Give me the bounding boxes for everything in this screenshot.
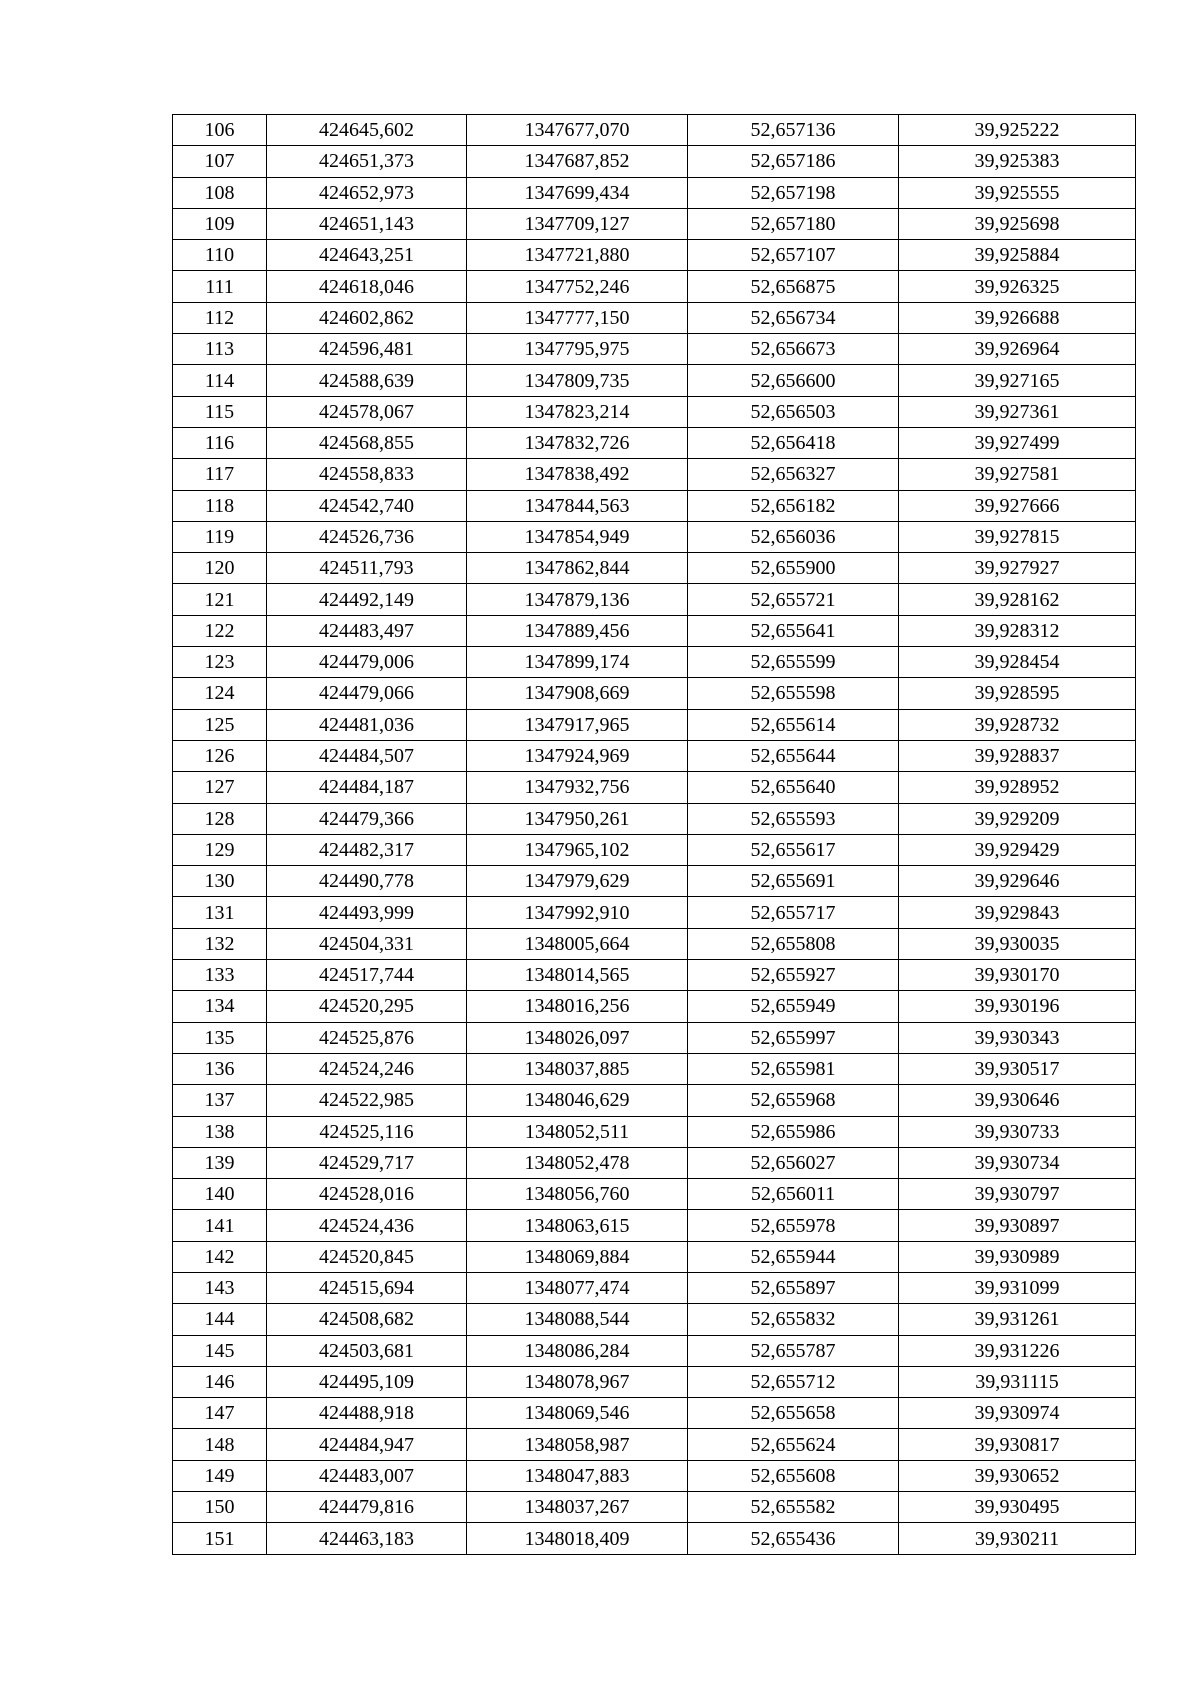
table-row — [173, 1116, 1136, 1147]
y-coordinate-cell: 1348052,511 — [467, 1116, 688, 1147]
table-row — [173, 177, 1136, 208]
x-coordinate-cell: 424484,507 — [267, 740, 467, 771]
latitude-cell: 52,656011 — [688, 1179, 899, 1210]
longitude-cell: 39,930646 — [899, 1085, 1136, 1116]
y-coordinate-cell: 1348077,474 — [467, 1272, 688, 1303]
point-number-cell: 134 — [173, 991, 267, 1022]
x-coordinate-cell: 424520,845 — [267, 1241, 467, 1272]
x-coordinate-cell: 424484,187 — [267, 772, 467, 803]
y-coordinate-cell: 1348046,629 — [467, 1085, 688, 1116]
y-coordinate-cell: 1348063,615 — [467, 1210, 688, 1241]
point-number-cell: 114 — [173, 365, 267, 396]
latitude-cell: 52,655949 — [688, 991, 899, 1022]
y-coordinate-cell: 1348018,409 — [467, 1523, 688, 1554]
longitude-cell: 39,930495 — [899, 1492, 1136, 1523]
point-number-cell: 123 — [173, 647, 267, 678]
latitude-cell: 52,655981 — [688, 1053, 899, 1084]
y-coordinate-cell: 1348078,967 — [467, 1366, 688, 1397]
latitude-cell: 52,656600 — [688, 365, 899, 396]
longitude-cell: 39,927499 — [899, 427, 1136, 458]
point-number-cell: 129 — [173, 834, 267, 865]
point-number-cell: 137 — [173, 1085, 267, 1116]
latitude-cell: 52,657198 — [688, 177, 899, 208]
y-coordinate-cell: 1348088,544 — [467, 1304, 688, 1335]
x-coordinate-cell: 424602,862 — [267, 302, 467, 333]
y-coordinate-cell: 1347908,669 — [467, 678, 688, 709]
table-row — [173, 1429, 1136, 1460]
y-coordinate-cell: 1348058,987 — [467, 1429, 688, 1460]
y-coordinate-cell: 1347950,261 — [467, 803, 688, 834]
point-number-cell: 148 — [173, 1429, 267, 1460]
longitude-cell: 39,930343 — [899, 1022, 1136, 1053]
y-coordinate-cell: 1347992,910 — [467, 897, 688, 928]
table-row — [173, 834, 1136, 865]
x-coordinate-cell: 424524,436 — [267, 1210, 467, 1241]
y-coordinate-cell: 1347823,214 — [467, 396, 688, 427]
latitude-cell: 52,655436 — [688, 1523, 899, 1554]
longitude-cell: 39,930196 — [899, 991, 1136, 1022]
longitude-cell: 39,931226 — [899, 1335, 1136, 1366]
longitude-cell: 39,928595 — [899, 678, 1136, 709]
x-coordinate-cell: 424618,046 — [267, 271, 467, 302]
coordinates-table — [172, 114, 1136, 1555]
latitude-cell: 52,655712 — [688, 1366, 899, 1397]
y-coordinate-cell: 1347677,070 — [467, 115, 688, 146]
longitude-cell: 39,928454 — [899, 647, 1136, 678]
x-coordinate-cell: 424515,694 — [267, 1272, 467, 1303]
y-coordinate-cell: 1347889,456 — [467, 615, 688, 646]
point-number-cell: 136 — [173, 1053, 267, 1084]
table-row — [173, 772, 1136, 803]
latitude-cell: 52,657136 — [688, 115, 899, 146]
longitude-cell: 39,927361 — [899, 396, 1136, 427]
y-coordinate-cell: 1347777,150 — [467, 302, 688, 333]
table-row — [173, 115, 1136, 146]
x-coordinate-cell: 424525,116 — [267, 1116, 467, 1147]
point-number-cell: 147 — [173, 1398, 267, 1429]
longitude-cell: 39,930170 — [899, 960, 1136, 991]
y-coordinate-cell: 1348014,565 — [467, 960, 688, 991]
point-number-cell: 117 — [173, 459, 267, 490]
point-number-cell: 121 — [173, 584, 267, 615]
longitude-cell: 39,927927 — [899, 553, 1136, 584]
table-row — [173, 427, 1136, 458]
latitude-cell: 52,655944 — [688, 1241, 899, 1272]
table-row — [173, 928, 1136, 959]
y-coordinate-cell: 1347979,629 — [467, 866, 688, 897]
y-coordinate-cell: 1348056,760 — [467, 1179, 688, 1210]
point-number-cell: 135 — [173, 1022, 267, 1053]
table-row — [173, 709, 1136, 740]
y-coordinate-cell: 1347709,127 — [467, 208, 688, 239]
table-row — [173, 1147, 1136, 1178]
y-coordinate-cell: 1348037,885 — [467, 1053, 688, 1084]
point-number-cell: 151 — [173, 1523, 267, 1554]
table-row — [173, 1022, 1136, 1053]
x-coordinate-cell: 424463,183 — [267, 1523, 467, 1554]
latitude-cell: 52,655608 — [688, 1460, 899, 1491]
longitude-cell: 39,927666 — [899, 490, 1136, 521]
y-coordinate-cell: 1348086,284 — [467, 1335, 688, 1366]
point-number-cell: 124 — [173, 678, 267, 709]
longitude-cell: 39,928732 — [899, 709, 1136, 740]
point-number-cell: 122 — [173, 615, 267, 646]
point-number-cell: 144 — [173, 1304, 267, 1335]
x-coordinate-cell: 424517,744 — [267, 960, 467, 991]
y-coordinate-cell: 1348047,883 — [467, 1460, 688, 1491]
table-row — [173, 1492, 1136, 1523]
table-row — [173, 302, 1136, 333]
y-coordinate-cell: 1347844,563 — [467, 490, 688, 521]
latitude-cell: 52,655640 — [688, 772, 899, 803]
latitude-cell: 52,656875 — [688, 271, 899, 302]
x-coordinate-cell: 424643,251 — [267, 240, 467, 271]
table-row — [173, 584, 1136, 615]
point-number-cell: 131 — [173, 897, 267, 928]
x-coordinate-cell: 424542,740 — [267, 490, 467, 521]
longitude-cell: 39,929209 — [899, 803, 1136, 834]
table-row — [173, 678, 1136, 709]
table-row — [173, 866, 1136, 897]
longitude-cell: 39,928162 — [899, 584, 1136, 615]
latitude-cell: 52,655997 — [688, 1022, 899, 1053]
longitude-cell: 39,927581 — [899, 459, 1136, 490]
table-row — [173, 271, 1136, 302]
y-coordinate-cell: 1347965,102 — [467, 834, 688, 865]
table-row — [173, 553, 1136, 584]
longitude-cell: 39,931261 — [899, 1304, 1136, 1335]
point-number-cell: 125 — [173, 709, 267, 740]
y-coordinate-cell: 1348037,267 — [467, 1492, 688, 1523]
y-coordinate-cell: 1347795,975 — [467, 334, 688, 365]
latitude-cell: 52,655658 — [688, 1398, 899, 1429]
latitude-cell: 52,656027 — [688, 1147, 899, 1178]
x-coordinate-cell: 424479,816 — [267, 1492, 467, 1523]
y-coordinate-cell: 1347862,844 — [467, 553, 688, 584]
point-number-cell: 119 — [173, 521, 267, 552]
longitude-cell: 39,930734 — [899, 1147, 1136, 1178]
point-number-cell: 139 — [173, 1147, 267, 1178]
y-coordinate-cell: 1347854,949 — [467, 521, 688, 552]
table-row — [173, 396, 1136, 427]
longitude-cell: 39,929646 — [899, 866, 1136, 897]
y-coordinate-cell: 1347832,726 — [467, 427, 688, 458]
latitude-cell: 52,655897 — [688, 1272, 899, 1303]
table-row — [173, 1366, 1136, 1397]
latitude-cell: 52,655598 — [688, 678, 899, 709]
longitude-cell: 39,927815 — [899, 521, 1136, 552]
table-row — [173, 334, 1136, 365]
y-coordinate-cell: 1347699,434 — [467, 177, 688, 208]
y-coordinate-cell: 1347879,136 — [467, 584, 688, 615]
latitude-cell: 52,655599 — [688, 647, 899, 678]
longitude-cell: 39,930517 — [899, 1053, 1136, 1084]
longitude-cell: 39,928952 — [899, 772, 1136, 803]
point-number-cell: 120 — [173, 553, 267, 584]
y-coordinate-cell: 1347721,880 — [467, 240, 688, 271]
point-number-cell: 130 — [173, 866, 267, 897]
latitude-cell: 52,655624 — [688, 1429, 899, 1460]
x-coordinate-cell: 424490,778 — [267, 866, 467, 897]
longitude-cell: 39,929429 — [899, 834, 1136, 865]
table-row — [173, 803, 1136, 834]
x-coordinate-cell: 424493,999 — [267, 897, 467, 928]
longitude-cell: 39,925383 — [899, 146, 1136, 177]
x-coordinate-cell: 424578,067 — [267, 396, 467, 427]
x-coordinate-cell: 424481,036 — [267, 709, 467, 740]
table-row — [173, 459, 1136, 490]
latitude-cell: 52,655641 — [688, 615, 899, 646]
point-number-cell: 107 — [173, 146, 267, 177]
latitude-cell: 52,657186 — [688, 146, 899, 177]
x-coordinate-cell: 424645,602 — [267, 115, 467, 146]
x-coordinate-cell: 424651,373 — [267, 146, 467, 177]
point-number-cell: 141 — [173, 1210, 267, 1241]
longitude-cell: 39,925555 — [899, 177, 1136, 208]
table-row — [173, 1460, 1136, 1491]
y-coordinate-cell: 1348069,546 — [467, 1398, 688, 1429]
x-coordinate-cell: 424479,006 — [267, 647, 467, 678]
x-coordinate-cell: 424492,149 — [267, 584, 467, 615]
point-number-cell: 127 — [173, 772, 267, 803]
latitude-cell: 52,656418 — [688, 427, 899, 458]
x-coordinate-cell: 424484,947 — [267, 1429, 467, 1460]
x-coordinate-cell: 424508,682 — [267, 1304, 467, 1335]
y-coordinate-cell: 1347924,969 — [467, 740, 688, 771]
latitude-cell: 52,655978 — [688, 1210, 899, 1241]
longitude-cell: 39,925698 — [899, 208, 1136, 239]
table-row — [173, 1304, 1136, 1335]
latitude-cell: 52,655787 — [688, 1335, 899, 1366]
latitude-cell: 52,656734 — [688, 302, 899, 333]
longitude-cell: 39,930211 — [899, 1523, 1136, 1554]
table-row — [173, 1053, 1136, 1084]
table-row — [173, 1398, 1136, 1429]
coordinates-table-body — [173, 115, 1136, 1555]
latitude-cell: 52,655721 — [688, 584, 899, 615]
x-coordinate-cell: 424596,481 — [267, 334, 467, 365]
latitude-cell: 52,656327 — [688, 459, 899, 490]
table-row — [173, 146, 1136, 177]
y-coordinate-cell: 1348026,097 — [467, 1022, 688, 1053]
point-number-cell: 109 — [173, 208, 267, 239]
point-number-cell: 111 — [173, 271, 267, 302]
latitude-cell: 52,655593 — [688, 803, 899, 834]
point-number-cell: 140 — [173, 1179, 267, 1210]
latitude-cell: 52,655614 — [688, 709, 899, 740]
x-coordinate-cell: 424558,833 — [267, 459, 467, 490]
table-row — [173, 740, 1136, 771]
table-row — [173, 1272, 1136, 1303]
latitude-cell: 52,655582 — [688, 1492, 899, 1523]
point-number-cell: 149 — [173, 1460, 267, 1491]
latitude-cell: 52,655644 — [688, 740, 899, 771]
latitude-cell: 52,655691 — [688, 866, 899, 897]
table-row — [173, 1335, 1136, 1366]
x-coordinate-cell: 424479,366 — [267, 803, 467, 834]
longitude-cell: 39,930733 — [899, 1116, 1136, 1147]
y-coordinate-cell: 1347809,735 — [467, 365, 688, 396]
latitude-cell: 52,655986 — [688, 1116, 899, 1147]
longitude-cell: 39,930652 — [899, 1460, 1136, 1491]
latitude-cell: 52,656182 — [688, 490, 899, 521]
point-number-cell: 133 — [173, 960, 267, 991]
y-coordinate-cell: 1348016,256 — [467, 991, 688, 1022]
y-coordinate-cell: 1347752,246 — [467, 271, 688, 302]
point-number-cell: 116 — [173, 427, 267, 458]
y-coordinate-cell: 1347687,852 — [467, 146, 688, 177]
longitude-cell: 39,929843 — [899, 897, 1136, 928]
table-row — [173, 960, 1136, 991]
x-coordinate-cell: 424479,066 — [267, 678, 467, 709]
point-number-cell: 112 — [173, 302, 267, 333]
point-number-cell: 150 — [173, 1492, 267, 1523]
table-row — [173, 1179, 1136, 1210]
x-coordinate-cell: 424482,317 — [267, 834, 467, 865]
longitude-cell: 39,930817 — [899, 1429, 1136, 1460]
point-number-cell: 110 — [173, 240, 267, 271]
table-row — [173, 521, 1136, 552]
latitude-cell: 52,655927 — [688, 960, 899, 991]
point-number-cell: 146 — [173, 1366, 267, 1397]
y-coordinate-cell: 1347838,492 — [467, 459, 688, 490]
x-coordinate-cell: 424520,295 — [267, 991, 467, 1022]
table-row — [173, 490, 1136, 521]
x-coordinate-cell: 424652,973 — [267, 177, 467, 208]
point-number-cell: 145 — [173, 1335, 267, 1366]
x-coordinate-cell: 424488,918 — [267, 1398, 467, 1429]
longitude-cell: 39,930974 — [899, 1398, 1136, 1429]
y-coordinate-cell: 1348069,884 — [467, 1241, 688, 1272]
x-coordinate-cell: 424483,007 — [267, 1460, 467, 1491]
longitude-cell: 39,931099 — [899, 1272, 1136, 1303]
point-number-cell: 108 — [173, 177, 267, 208]
x-coordinate-cell: 424504,331 — [267, 928, 467, 959]
table-row — [173, 365, 1136, 396]
longitude-cell: 39,931115 — [899, 1366, 1136, 1397]
latitude-cell: 52,656036 — [688, 521, 899, 552]
x-coordinate-cell: 424525,876 — [267, 1022, 467, 1053]
table-row — [173, 991, 1136, 1022]
y-coordinate-cell: 1348005,664 — [467, 928, 688, 959]
point-number-cell: 106 — [173, 115, 267, 146]
x-coordinate-cell: 424529,717 — [267, 1147, 467, 1178]
latitude-cell: 52,656503 — [688, 396, 899, 427]
longitude-cell: 39,926964 — [899, 334, 1136, 365]
latitude-cell: 52,655808 — [688, 928, 899, 959]
latitude-cell: 52,655968 — [688, 1085, 899, 1116]
point-number-cell: 115 — [173, 396, 267, 427]
table-row — [173, 1210, 1136, 1241]
table-row — [173, 240, 1136, 271]
longitude-cell: 39,930989 — [899, 1241, 1136, 1272]
latitude-cell: 52,657180 — [688, 208, 899, 239]
point-number-cell: 132 — [173, 928, 267, 959]
x-coordinate-cell: 424528,016 — [267, 1179, 467, 1210]
x-coordinate-cell: 424651,143 — [267, 208, 467, 239]
y-coordinate-cell: 1347932,756 — [467, 772, 688, 803]
point-number-cell: 142 — [173, 1241, 267, 1272]
longitude-cell: 39,928312 — [899, 615, 1136, 646]
x-coordinate-cell: 424511,793 — [267, 553, 467, 584]
longitude-cell: 39,925884 — [899, 240, 1136, 271]
table-row — [173, 208, 1136, 239]
table-row — [173, 1523, 1136, 1554]
longitude-cell: 39,925222 — [899, 115, 1136, 146]
y-coordinate-cell: 1347899,174 — [467, 647, 688, 678]
longitude-cell: 39,930897 — [899, 1210, 1136, 1241]
point-number-cell: 118 — [173, 490, 267, 521]
longitude-cell: 39,930797 — [899, 1179, 1136, 1210]
x-coordinate-cell: 424522,985 — [267, 1085, 467, 1116]
longitude-cell: 39,928837 — [899, 740, 1136, 771]
x-coordinate-cell: 424526,736 — [267, 521, 467, 552]
point-number-cell: 113 — [173, 334, 267, 365]
table-row — [173, 1085, 1136, 1116]
latitude-cell: 52,657107 — [688, 240, 899, 271]
y-coordinate-cell: 1347917,965 — [467, 709, 688, 740]
longitude-cell: 39,926325 — [899, 271, 1136, 302]
x-coordinate-cell: 424588,639 — [267, 365, 467, 396]
latitude-cell: 52,656673 — [688, 334, 899, 365]
point-number-cell: 128 — [173, 803, 267, 834]
latitude-cell: 52,655717 — [688, 897, 899, 928]
longitude-cell: 39,927165 — [899, 365, 1136, 396]
table-row — [173, 1241, 1136, 1272]
table-row — [173, 615, 1136, 646]
point-number-cell: 126 — [173, 740, 267, 771]
latitude-cell: 52,655832 — [688, 1304, 899, 1335]
x-coordinate-cell: 424524,246 — [267, 1053, 467, 1084]
latitude-cell: 52,655617 — [688, 834, 899, 865]
table-row — [173, 897, 1136, 928]
longitude-cell: 39,926688 — [899, 302, 1136, 333]
longitude-cell: 39,930035 — [899, 928, 1136, 959]
x-coordinate-cell: 424483,497 — [267, 615, 467, 646]
point-number-cell: 138 — [173, 1116, 267, 1147]
x-coordinate-cell: 424495,109 — [267, 1366, 467, 1397]
table-row — [173, 647, 1136, 678]
latitude-cell: 52,655900 — [688, 553, 899, 584]
y-coordinate-cell: 1348052,478 — [467, 1147, 688, 1178]
point-number-cell: 143 — [173, 1272, 267, 1303]
x-coordinate-cell: 424568,855 — [267, 427, 467, 458]
x-coordinate-cell: 424503,681 — [267, 1335, 467, 1366]
